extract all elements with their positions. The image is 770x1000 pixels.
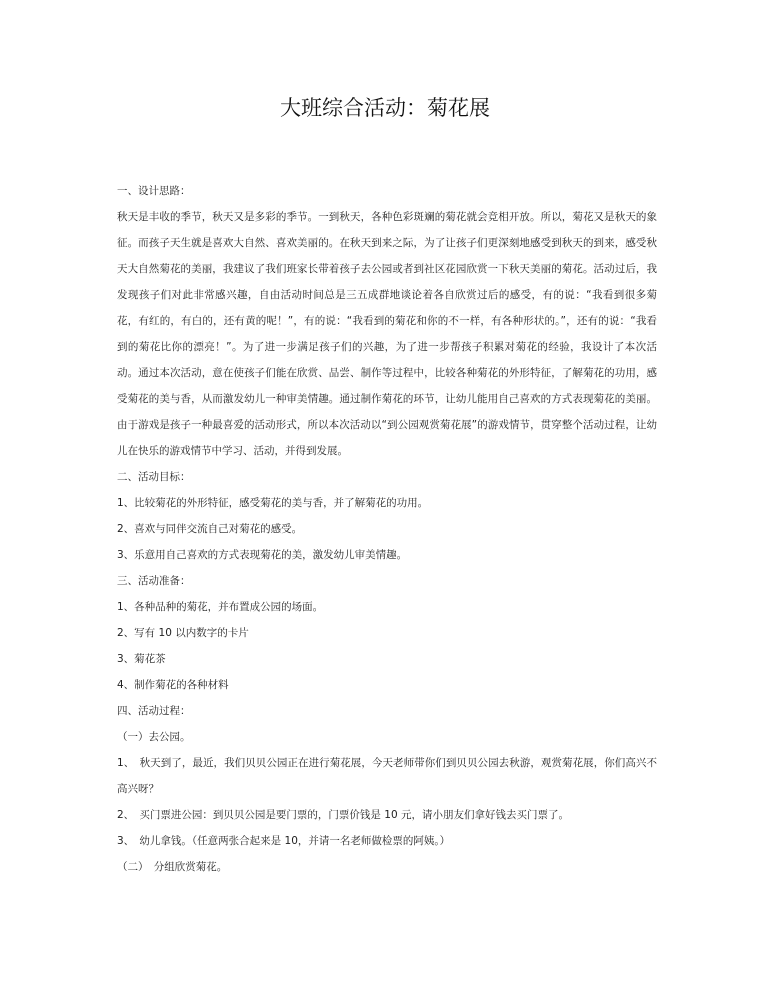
paragraph-design: 秋天是丰收的季节，秋天又是多彩的季节。一到秋天，各种色彩斑斓的菊花就会竞相开放。所以，菊花又是秋天的象征。而孩子天生就是喜欢大自然、喜欢美丽的。在秋天到来之际，为了让孩子们更深刻地感受到秋天的到来，感受秋天大自然菊花的美丽，我建议了我们班家长带着孩子去公园或者到社区花园欣赏一下秋天美丽的菊花。活动过后，我发现孩子们对此非常感兴趣，自由活动时间总是三五成群地谈论着各自欣赏过后的感受，有的说：“我看到很多菊花，有红的，有白的，还有黄的呢！”，有的说：“我看到的菊花和你的不一样，有各种形状的。”，还有的说：“我看到的菊花比你的漂亮！”。为了进一步满足孩子们的兴趣，为了进一步帮孩子积累对菊花的经验，我设计了本次活动。通过本次活动，意在使孩子们能在欣赏、品尝、制作等过程中，比较各种菊花的外形特征，了解菊花的功用，感受菊花的美与香，从而激发幼儿一种审美情趣。通过制作菊花的环节，让幼儿能用自己喜欢的方式表现菊花的美丽。由于游戏是孩子一种最喜爱的活动形式，所以本次活动以“到公园观赏菊花展”的游戏情节，贯穿整个活动过程，让幼儿在快乐的游戏情节中学习、活动，并得到发展。 (117, 211, 657, 457)
goal-item: 2、喜欢与同伴交流自己对菊花的感受。 (117, 523, 303, 535)
section-heading-process: 四、活动过程： (117, 705, 191, 717)
document-body (117, 178, 657, 880)
preparation-item: 3、菊花茶 (117, 653, 166, 665)
preparation-item: 2、写有 10 以内数字的卡片 (117, 627, 249, 639)
process-subheading: （一）去公园。 (117, 731, 191, 743)
goal-item: 1、比较菊花的外形特征，感受菊花的美与香，并了解菊花的功用。 (117, 497, 429, 509)
preparation-item: 1、各种品种的菊花，并布置成公园的场面。 (117, 601, 324, 613)
goal-item: 3、乐意用自己喜欢的方式表现菊花的美，激发幼儿审美情趣。 (117, 549, 408, 561)
process-subheading: （二） 分组欣赏菊花。 (117, 861, 228, 873)
process-step: 3、 幼儿拿钱。（任意两张合起来是 10，并请一名老师做检票的阿姨。） (117, 835, 451, 847)
preparation-item: 4、制作菊花的各种材料 (117, 679, 229, 691)
section-heading-preparation: 三、活动准备： (117, 575, 191, 587)
document-title: 大班综合活动：菊花展 (280, 96, 490, 120)
process-step: 1、 秋天到了，最近，我们贝贝公园正在进行菊花展，今天老师带你们到贝贝公园去秋游，观赏菊花展，你们高兴不高兴呀？ (117, 757, 657, 795)
section-heading-design: 一、设计思路： (117, 185, 191, 197)
section-heading-goals: 二、活动目标： (117, 471, 191, 483)
process-step: 2、 买门票进公园：到贝贝公园是要门票的，门票价钱是 10 元，请小朋友们拿好钱去买门票了。 (117, 809, 569, 821)
